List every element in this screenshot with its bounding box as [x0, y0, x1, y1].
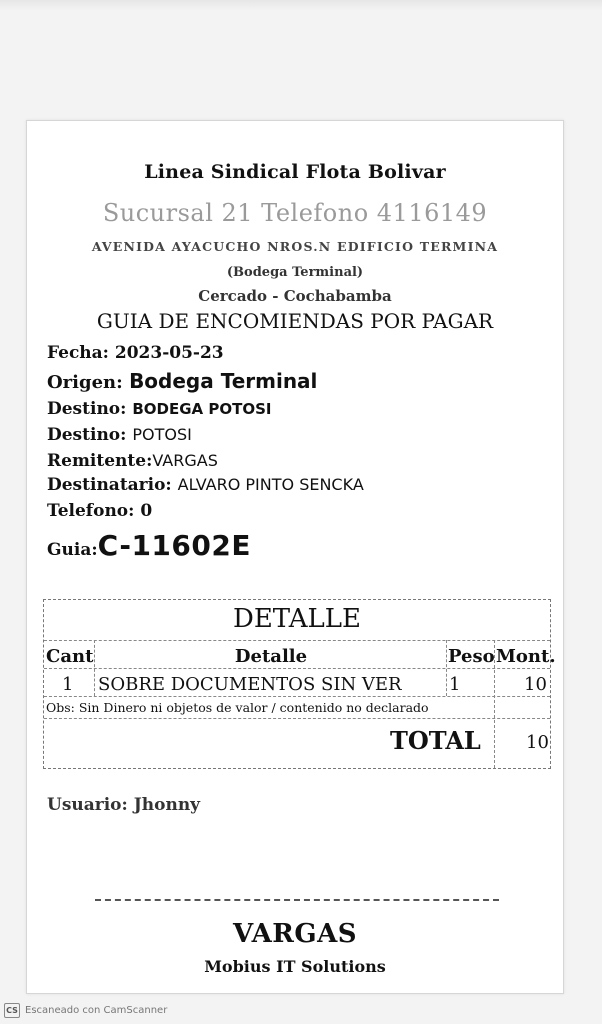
date-label: Fecha:: [47, 343, 109, 363]
camscanner-logo-icon: CS: [4, 1003, 20, 1018]
scanner-watermark: [4, 1003, 167, 1018]
observation-note: Obs: Sin Dinero ni objetos de valor / contenido no declarado: [46, 700, 429, 715]
signature-line: [95, 899, 499, 901]
address: AVENIDA AYACUCHO NROS.N EDIFICIO TERMINA: [91, 239, 499, 254]
column-header-cant: Cant: [46, 646, 94, 667]
branch-phone: Sucursal 21 Telefono 4116149: [102, 199, 488, 227]
divider: [44, 668, 550, 669]
row-amount: 10: [524, 674, 547, 695]
signer-name: VARGAS: [232, 919, 358, 949]
scan-edge: [0, 0, 602, 10]
sender-field: [47, 451, 218, 471]
sender-value: VARGAS: [152, 451, 218, 470]
total-amount: 10: [526, 732, 549, 753]
origin-value: Bodega Terminal: [129, 369, 318, 393]
destination-city-field: [47, 425, 192, 445]
company-name: Linea Sindical Flota Bolivar: [144, 161, 446, 183]
document-title: GUIA DE ENCOMIENDAS POR PAGAR: [96, 309, 494, 333]
column-divider: [446, 640, 447, 696]
column-header-monto: Mont.: [496, 646, 556, 667]
detail-title: DETALLE: [232, 604, 362, 634]
detail-table: [43, 599, 556, 769]
guide-field: [47, 529, 251, 562]
phone-field: [47, 501, 152, 521]
city: Cercado - Cochabamba: [198, 287, 392, 305]
date-field: [47, 343, 224, 363]
row-quantity: 1: [62, 674, 74, 695]
column-header-peso: Peso: [448, 646, 495, 667]
recipient-field: [47, 475, 364, 495]
phone-value: 0: [140, 501, 153, 521]
origin-field: [47, 369, 317, 393]
warehouse-name: (Bodega Terminal): [226, 265, 364, 280]
divider: [44, 696, 550, 697]
destination-city-value: POTOSI: [132, 425, 192, 444]
divider: [44, 718, 550, 719]
user-line: Usuario: Jhonny: [47, 795, 201, 815]
footer-company: Mobius IT Solutions: [204, 957, 386, 976]
guide-label: Guia:: [47, 540, 98, 560]
row-description: SOBRE DOCUMENTOS SIN VER: [98, 674, 402, 695]
column-divider: [94, 640, 95, 696]
destination-label: Destino:: [47, 425, 127, 445]
recipient-value: ALVARO PINTO SENCKA: [177, 475, 364, 494]
total-label: TOTAL: [390, 726, 481, 755]
sender-label: Remitente:: [47, 451, 153, 471]
recipient-label: Destinatario:: [47, 475, 172, 495]
destination-label: Destino:: [47, 399, 127, 419]
destination-warehouse-field: [47, 399, 271, 419]
divider: [44, 640, 550, 641]
scanner-text: Escaneado con CamScanner: [25, 1005, 168, 1016]
phone-label: Telefono:: [47, 501, 135, 521]
shipping-receipt: [26, 120, 564, 994]
destination-warehouse-value: BODEGA POTOSI: [132, 400, 272, 418]
origin-label: Origen:: [47, 372, 123, 393]
date-value: 2023-05-23: [114, 343, 224, 363]
column-header-detalle: Detalle: [234, 646, 308, 667]
row-weight: 1: [449, 674, 461, 695]
guide-number: C-11602E: [97, 529, 251, 562]
